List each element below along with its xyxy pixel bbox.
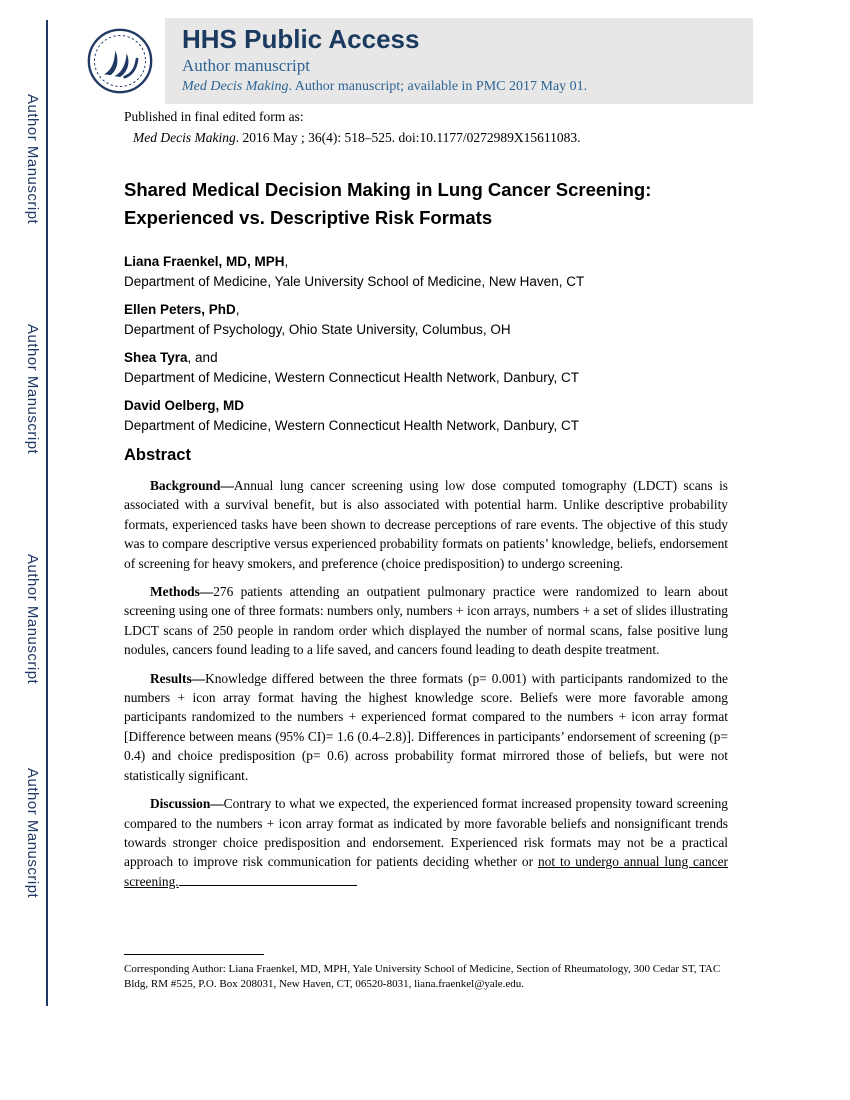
author-name-line: [124, 349, 728, 366]
author-name: Ellen Peters, PhD: [124, 302, 236, 317]
author-list: [124, 253, 728, 434]
journal-name: Med Decis Making: [133, 130, 236, 145]
abstract-results-paragraph: [124, 669, 728, 785]
author-entry: [124, 253, 728, 290]
author-manuscript-watermark: Author Manuscript: [24, 94, 41, 225]
author-name-line: [124, 301, 728, 318]
author-manuscript-watermark: Author Manuscript: [24, 324, 41, 455]
author-name-suffix: , and: [187, 350, 218, 365]
results-text: Knowledge differed between the three formats (p= 0.001) with participants randomized to the numbers + icon array format having the highest knowledge score. Beliefs were more favorable among participants randomized to the numbers + experienced format compared to the numbers + icon array format [Difference between means (95% CI)= 1.6 (0.4–2.8)]. Differences in participants’ endorsement of screening (p= 0.4) and choice predisposition (p= 0.6) across probability format mirrored those of beliefs, but were not statistically significant.: [124, 670, 728, 783]
methods-text: 276 patients attending an outpatient pulmonary practice were randomized to learn about screening using one of three formats: numbers only, numbers + icon arrays, numbers + a set of slides illustrating LDCT scans of 250 people in random order which displayed the number of normal scans, false positive lung nodules, cancers found leading to a life saved, and cancers found leading to death despite treatment.: [124, 584, 728, 658]
abstract-discussion-paragraph: [124, 794, 728, 891]
article-title: [124, 176, 728, 232]
pmc-availability-line: [182, 79, 587, 95]
author-affiliation: Department of Medicine, Western Connecticut Health Network, Danbury, CT: [124, 370, 579, 385]
abstract-methods-paragraph: [124, 582, 728, 660]
journal-name: Med Decis Making: [182, 79, 289, 94]
article-content: [124, 108, 728, 900]
citation-line: [133, 129, 728, 146]
hhs-public-access-title: HHS Public Access: [182, 24, 420, 54]
availability-text: . Author manuscript; available in PMC 2017 May 01.: [288, 79, 588, 94]
author-name-line: [124, 397, 728, 414]
article-title-line1: Shared Medical Decision Making in Lung Cancer Screening:: [124, 179, 652, 200]
author-affiliation: Department of Psychology, Ohio State University, Columbus, OH: [124, 322, 511, 337]
abstract-background-paragraph: [124, 476, 728, 573]
author-name: Liana Fraenkel, MD, MPH: [124, 254, 285, 269]
background-label: Background—: [150, 478, 234, 493]
trailing-rule: [179, 885, 357, 886]
author-manuscript-watermark: Author Manuscript: [24, 554, 41, 685]
discussion-label: Discussion—: [150, 796, 224, 812]
hhs-seal-icon: [86, 27, 154, 95]
methods-label: Methods—: [150, 584, 214, 600]
results-label: Results—: [150, 670, 206, 686]
header-banner: [75, 18, 753, 104]
author-affiliation: Department of Medicine, Western Connecticut Health Network, Danbury, CT: [124, 418, 579, 433]
author-name: David Oelberg, MD: [124, 398, 245, 413]
author-manuscript-watermark: Author Manuscript: [24, 768, 41, 899]
author-entry: [124, 301, 728, 338]
author-manuscript-subtitle: Author manuscript: [182, 56, 310, 75]
background-text: Annual lung cancer screening using low dose computed tomography (LDCT) scans is associated with a survival benefit, but is also associated with potential harm. Unlike descriptive probability formats, experienced tasks have been shown to decrease perceptions of rare events. The objective of this study was to compare descriptive versus experienced probability formats on patients’ knowledge, beliefs, endorsement of screening for heavy smokers, and preference (choice predisposition) to undergo screening.: [124, 478, 728, 571]
article-title-line2: Experienced vs. Descriptive Risk Formats: [124, 207, 493, 228]
footnote-separator-rule: [124, 954, 264, 955]
corresponding-author-footnote: Corresponding Author: Liana Fraenkel, MD, MPH, Yale University School of Medicine, Section of Rheumatology, 300 Cedar ST, TAC Bldg, RM #525, P.O. Box 208031, New Haven, CT, 06520-8031, liana.fraenkel@yale.edu.: [124, 963, 721, 990]
author-entry: [124, 349, 728, 386]
author-name-suffix: ,: [235, 302, 240, 317]
published-as-label: Published in final edited form as:: [124, 109, 304, 124]
header-text-block: [165, 18, 587, 104]
author-name: Shea Tyra: [124, 350, 188, 365]
author-entry: [124, 397, 728, 434]
footnote-block: [124, 954, 728, 991]
abstract-heading: Abstract: [124, 446, 191, 464]
hhs-logo: [75, 18, 165, 104]
discussion-text: Contrary to what we expected, the experienced format increased propensity toward screening compared to the numbers + icon array format as indicated by more favorable beliefs and nonsignificant trends towards stronger choice predisposition and endorsement. Experienced risk formats may not be a practical approach to improve risk communication for patients deciding whether or: [124, 796, 728, 870]
author-name-line: [124, 253, 728, 270]
author-name-suffix: ,: [284, 254, 289, 269]
sidebar-vertical-rule: [46, 20, 48, 1006]
author-affiliation: Department of Medicine, Yale University School of Medicine, New Haven, CT: [124, 274, 585, 289]
citation-details: . 2016 May ; 36(4): 518–525. doi:10.1177/0272989X15611083.: [235, 130, 581, 145]
discussion-underlined-text: not to undergo annual lung cancer screening.: [124, 854, 728, 889]
